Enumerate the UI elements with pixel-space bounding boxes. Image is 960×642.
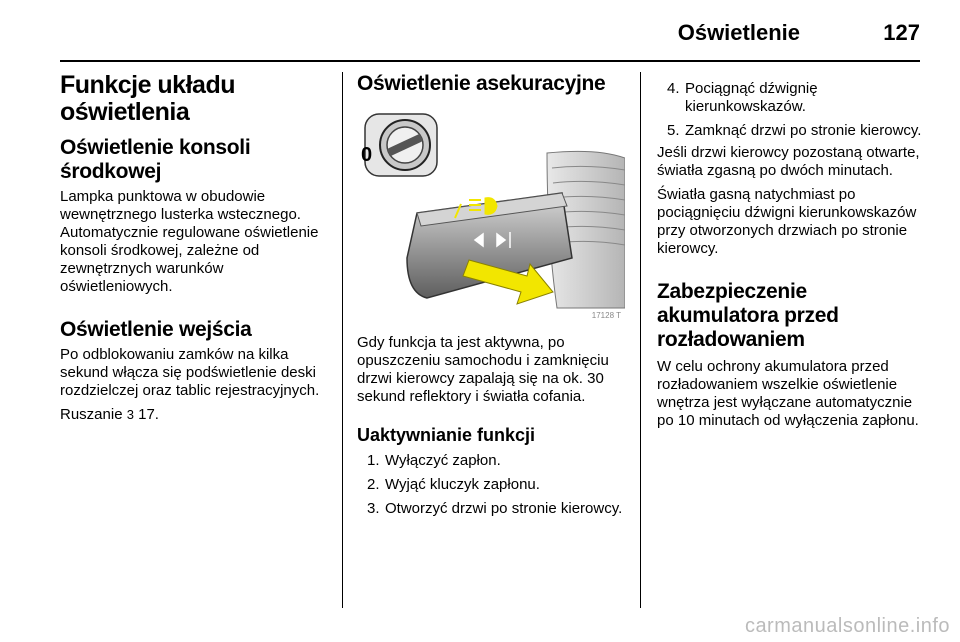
text-door-open-timeout: Jeśli drzwi kierowcy pozostaną otwarte, światła zgasną po dwóch minutach. xyxy=(657,144,920,179)
figure-code: 17128 T xyxy=(591,311,621,320)
activation-steps-list xyxy=(357,452,627,518)
text-center-console-light: Lampka punktowa w obudowie wewnętrznego lusterka wstecznego. Automatycznie regulowane oświetlenie konsoli środkowej, zależne od zewnętrznych warunków oświetleniowych. xyxy=(60,188,319,295)
column-2 xyxy=(357,72,627,518)
watermark: carmanualsonline.info xyxy=(744,615,950,637)
page-header xyxy=(60,14,920,54)
text-immediate-off: Światła gasną natychmiast po pociągnięciu dźwigni kierunkowskazów przy otworzonych drzwiach po stronie kierowcy. xyxy=(657,186,917,257)
ignition-lock-icon xyxy=(365,114,437,176)
cross-reference-label: Ruszanie xyxy=(60,406,123,423)
list-item: 3. Otworzyć drzwi po stronie kierowcy. xyxy=(367,500,623,517)
heading-entry-lighting: Oświetlenie wejścia xyxy=(60,318,252,341)
heading-center-console-light: Oświetlenie konsoli środkowej xyxy=(60,136,251,183)
heading-lighting-functions: Funkcje układu oświetlenia xyxy=(60,71,235,126)
text-battery-protection: W celu ochrony akumulatora przed rozładowaniem wszelkie oświetlenie wnętrza jest wyłączane automatycznie po 10 minutach od wyłączenia zapłonu. xyxy=(657,358,919,429)
heading-battery-protection: Zabezpieczenie akumulatora przed rozładowaniem xyxy=(657,280,839,351)
column-3 xyxy=(657,80,922,430)
ignition-position-label: 0 xyxy=(361,144,373,166)
heading-activation: Uaktywnianie funkcji xyxy=(357,425,536,445)
text-exit-lighting: Gdy funkcja ta jest aktywna, po opuszczeniu samochodu i zamknięciu drzwi kierowcy zapalają się na ok. 30 sekund reflektory i światła cofania. xyxy=(357,334,609,405)
page-number: 127 xyxy=(883,20,920,45)
cross-reference xyxy=(60,406,335,424)
list-item: 1. Wyłączyć zapłon. xyxy=(367,452,501,469)
list-item: 2. Wyjąć kluczyk zapłonu. xyxy=(367,476,540,493)
column-divider-2 xyxy=(640,72,641,608)
reference-arrow-icon: 3 xyxy=(126,407,134,422)
column-1 xyxy=(60,72,335,424)
list-item: 4. Pociągnąć dźwignię kierunkowskazów. xyxy=(667,80,818,115)
column-divider-1 xyxy=(342,72,343,608)
heading-exit-lighting: Oświetlenie asekuracyjne xyxy=(357,72,606,95)
list-item: 5. Zamknąć drzwi po stronie kierowcy. xyxy=(667,122,922,139)
lever-drawing xyxy=(357,108,625,320)
lever-illustration xyxy=(357,108,625,320)
activation-steps-continued xyxy=(657,80,922,140)
text-entry-lighting: Po odblokowaniu zamków na kilka sekund włącza się podświetlenie deski rozdzielczej oraz tablic rejestracyjnych. xyxy=(60,346,320,399)
section-title: Oświetlenie xyxy=(677,20,800,45)
cross-reference-page: 17. xyxy=(138,406,159,423)
header-divider xyxy=(60,60,920,62)
